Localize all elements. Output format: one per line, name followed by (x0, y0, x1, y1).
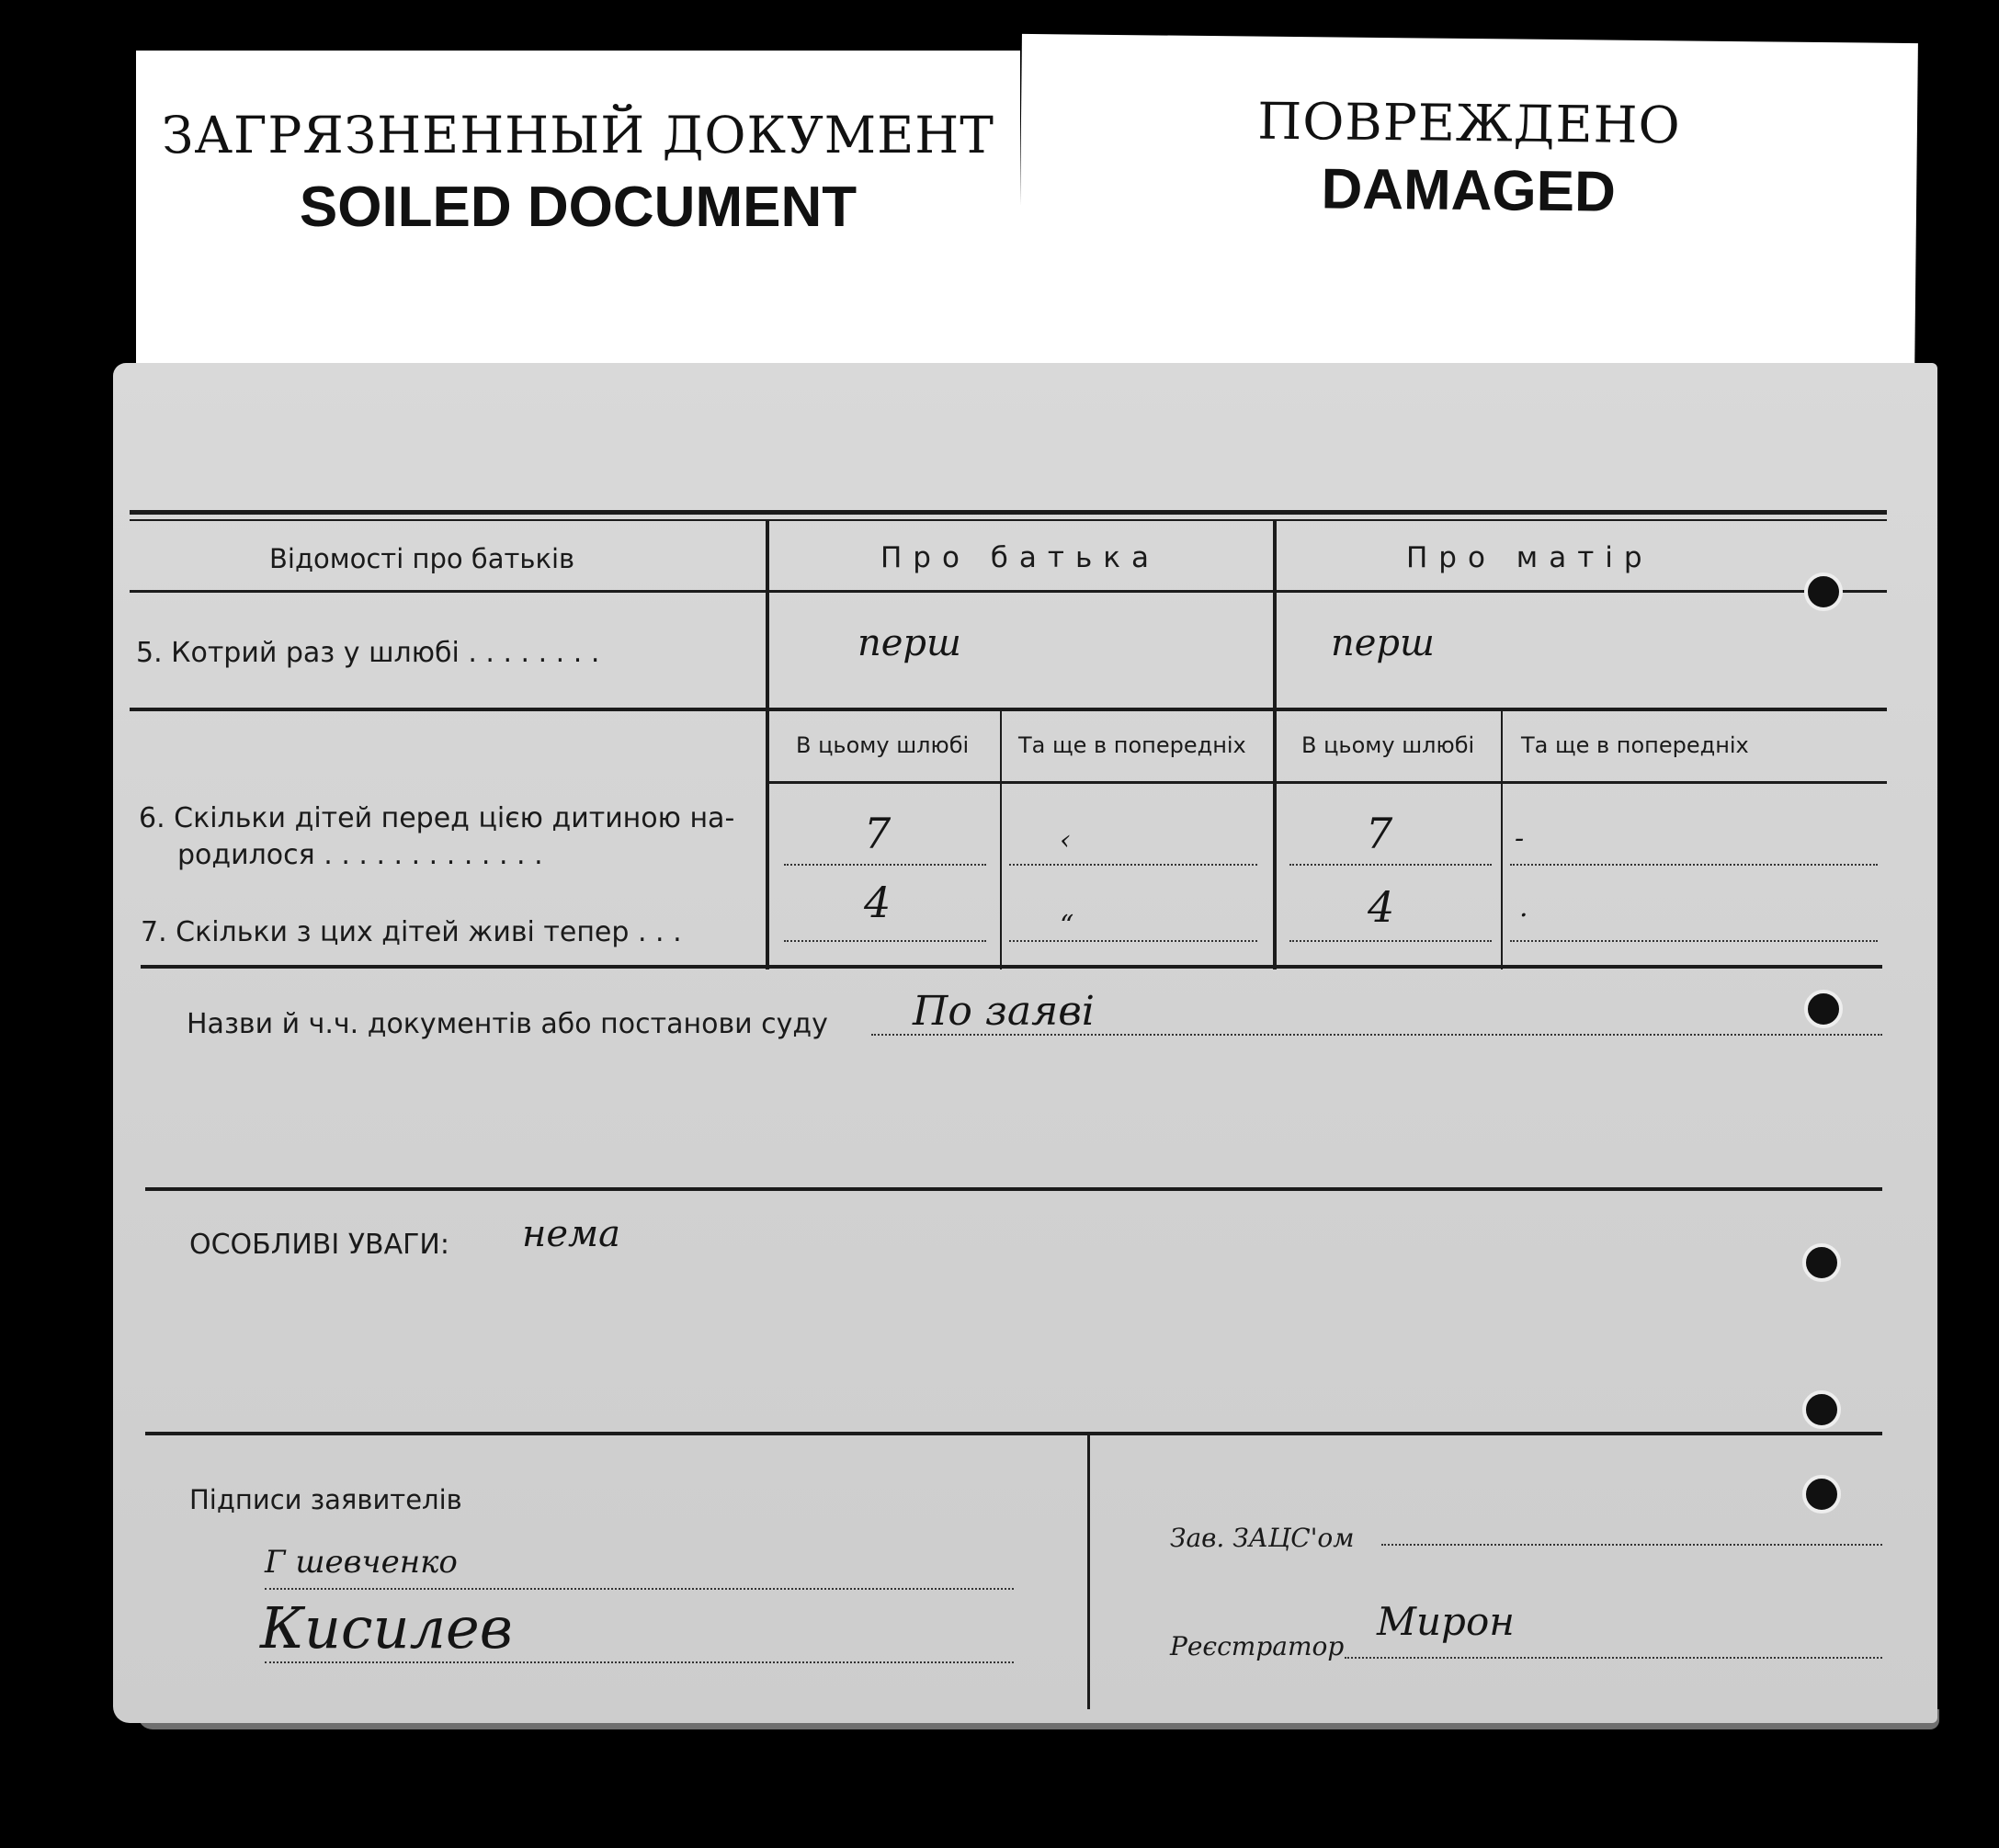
row7-mother-prev: . (1519, 891, 1528, 924)
header-about-mother: Про матір (1406, 541, 1653, 574)
row7-mother-this: 4 (1368, 882, 1395, 932)
soiled-label-ru: ЗАГРЯЗНЕННЫЙ ДОКУМЕНТ (162, 106, 994, 164)
row7-label: 7. Скільки з цих дітей живі тепер . . . (141, 916, 682, 948)
row5-label: 5. Котрий раз у шлюбі . . . . . . . . (136, 637, 600, 669)
damaged-label-ru: ПОВРЕЖДЕНО (1256, 91, 1681, 155)
birth-record-form (113, 363, 1937, 1723)
binder-hole (1804, 990, 1843, 1028)
binder-hole (1802, 1390, 1841, 1429)
subheader-previous-father: Та ще в попередніх (1018, 732, 1246, 758)
row5-mother-value: перш (1331, 622, 1435, 664)
registrar-value: Мирон (1377, 1599, 1515, 1644)
subheader-previous-mother: Та ще в попередніх (1521, 732, 1749, 758)
row6-father-this: 7 (864, 809, 892, 858)
remarks-label: ОСОБЛИВІ УВАГИ: (189, 1229, 449, 1261)
signature-1: Г шевченко (265, 1544, 458, 1581)
subheader-this-marriage-mother: В цьому шлюбі (1301, 732, 1475, 758)
signature-2: Кисилев (260, 1594, 513, 1661)
row6-label-line1: 6. Скільки дітей перед цією дитиною на- (139, 802, 735, 834)
binder-hole (1802, 1243, 1841, 1282)
soiled-document-card (136, 51, 1020, 391)
signatures-label: Підписи заявителів (189, 1484, 462, 1515)
documents-value: По заяві (913, 988, 1095, 1035)
header-parents-info: Відомості про батьків (269, 543, 575, 574)
damaged-label-en: DAMAGED (1321, 157, 1617, 224)
header-about-father: Про батька (880, 541, 1160, 574)
registrar-label: Реєстратор (1170, 1631, 1345, 1661)
row5-father-value: перш (858, 622, 961, 664)
soiled-label-en: SOILED DOCUMENT (299, 176, 858, 239)
row7-father-prev: “ (1060, 910, 1074, 942)
row6-mother-prev: - (1515, 822, 1525, 855)
binder-hole (1804, 573, 1843, 611)
subheader-this-marriage-father: В цьому шлюбі (796, 732, 970, 758)
damaged-card (1018, 34, 1918, 383)
binder-hole (1802, 1475, 1841, 1514)
row6-father-prev: ‹ (1060, 824, 1071, 856)
row7-father-this: 4 (864, 878, 892, 927)
row6-label-line2: родилося . . . . . . . . . . . . . (177, 839, 543, 871)
documents-label: Назви й ч.ч. документів або постанови суду (187, 1008, 828, 1040)
row6-mother-this: 7 (1366, 809, 1393, 858)
remarks-value: нема (522, 1213, 621, 1255)
zags-head-label: Зав. ЗАЦС'ом (1170, 1523, 1355, 1553)
